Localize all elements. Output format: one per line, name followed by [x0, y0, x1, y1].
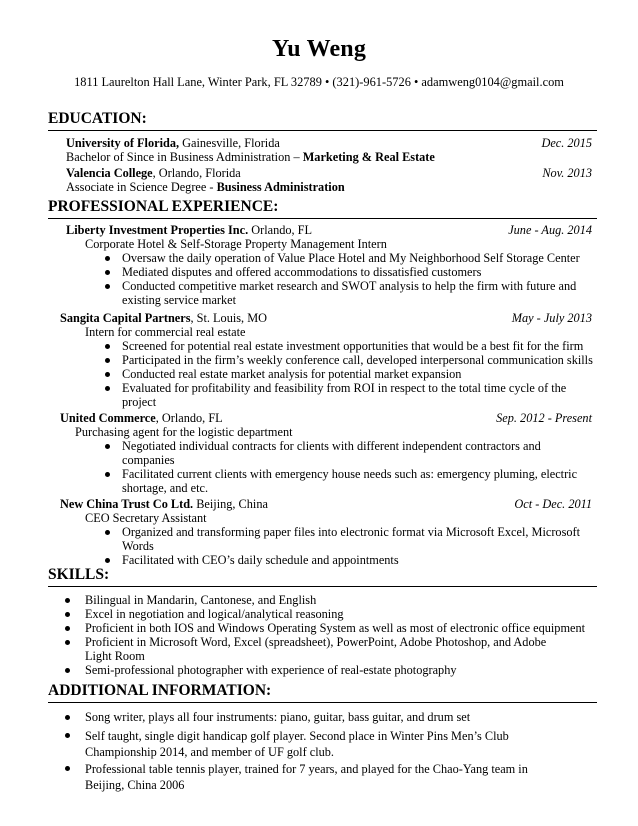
bullet-dot-icon: [65, 766, 70, 771]
bullet-dot-icon: [65, 733, 70, 738]
job-date: Oct - Dec. 2011: [514, 497, 592, 511]
additional-divider: [48, 702, 597, 703]
additional-item: Song writer, plays all four instruments: piano, guitar, bass guitar, and drum set: [85, 710, 471, 724]
job-bullet: Facilitated current clients with emergency house needs such as: emergency pluming, electric shortage, and etc.: [122, 467, 578, 495]
skill-item: Excel in negotiation and logical/analytical reasoning: [85, 607, 344, 621]
job-company: Liberty Investment Properties Inc. Orlando, FL: [66, 223, 313, 237]
job-date: May - July 2013: [511, 311, 592, 325]
skill-item: Bilingual in Mandarin, Cantonese, and English: [85, 593, 317, 607]
job-bullet: Facilitated with CEO’s daily schedule and appointments: [122, 553, 399, 567]
skills-heading: SKILLS:: [48, 566, 110, 583]
bullet-dot-icon: [105, 386, 110, 391]
education-entry-date: Nov. 2013: [542, 166, 592, 180]
bullet-dot-icon: [65, 598, 70, 603]
job-bullet: Oversaw the daily operation of Value Place Hotel and My Neighborhood Self Storage Center: [122, 251, 580, 265]
bullet-dot-icon: [105, 344, 110, 349]
skills-divider: [48, 586, 597, 587]
job-bullet: Participated in the firm’s weekly conference call, developed interpersonal communication skills: [122, 353, 593, 367]
job-company: New China Trust Co Ltd. Beijing, China: [60, 497, 268, 511]
education-entry-school: Valencia College, Orlando, Florida: [66, 166, 241, 180]
job-role: CEO Secretary Assistant: [85, 511, 207, 525]
job-bullet: Evaluated for profitability and feasibility from ROI in respect to the total time cycle of the project: [122, 381, 567, 409]
bullet-dot-icon: [105, 530, 110, 535]
education-entry-date: Dec. 2015: [541, 136, 592, 150]
bullet-dot-icon: [65, 668, 70, 673]
bullet-dot-icon: [105, 270, 110, 275]
additional-heading: ADDITIONAL INFORMATION:: [48, 682, 272, 699]
job-bullet: Conducted competitive market research and SWOT analysis to help the firm with future and existing service market: [122, 279, 577, 307]
experience-heading: PROFESSIONAL EXPERIENCE:: [48, 198, 279, 215]
job-role: Purchasing agent for the logistic department: [75, 425, 293, 439]
education-entry-degree: Associate in Science Degree - Business Administration: [66, 180, 345, 194]
bullet-dot-icon: [105, 284, 110, 289]
job-bullet: Negotiated individual contracts for clients with different independent contractors and companies: [122, 439, 541, 467]
bullet-dot-icon: [105, 256, 110, 261]
job-bullet: Conducted real estate market analysis for potential market expansion: [122, 367, 462, 381]
bullet-dot-icon: [105, 472, 110, 477]
bullet-dot-icon: [65, 612, 70, 617]
job-date: Sep. 2012 - Present: [496, 411, 592, 425]
skill-item: Proficient in Microsoft Word, Excel (spreadsheet), PowerPoint, Adobe Photoshop, and Adobe Light Room: [85, 635, 547, 663]
job-role: Corporate Hotel & Self-Storage Property Management Intern: [85, 237, 387, 251]
bullet-dot-icon: [105, 358, 110, 363]
education-entry-school: University of Florida, Gainesville, Florida: [66, 136, 280, 150]
bullet-dot-icon: [65, 715, 70, 720]
experience-divider: [48, 218, 597, 219]
contact-line: 1811 Laurelton Hall Lane, Winter Park, FL 32789 • (321)-961-5726 • adamweng0104@gmail.com: [74, 75, 564, 89]
bullet-dot-icon: [105, 558, 110, 563]
job-bullet: Screened for potential real estate investment opportunities that would be a best fit for the firm: [122, 339, 584, 353]
education-divider: [48, 130, 597, 131]
job-bullet: Organized and transforming paper files into electronic format via Microsoft Excel, Microsoft Words: [122, 525, 581, 553]
additional-item: Self taught, single digit handicap golf player. Second place in Winter Pins Men’s Club Championship 2014, and member of UF golf club.: [85, 729, 509, 759]
bullet-dot-icon: [105, 372, 110, 377]
job-bullet: Mediated disputes and offered accommodations to dissatisfied customers: [122, 265, 482, 279]
candidate-name: Yu Weng: [271, 36, 367, 62]
bullet-dot-icon: [65, 640, 70, 645]
education-heading: EDUCATION:: [48, 110, 147, 127]
bullet-dot-icon: [65, 626, 70, 631]
job-role: Intern for commercial real estate: [85, 325, 246, 339]
job-company: Sangita Capital Partners, St. Louis, MO: [60, 311, 268, 325]
bullet-dot-icon: [105, 444, 110, 449]
skill-item: Proficient in both IOS and Windows Operating System as well as most of electronic office equipment: [85, 621, 586, 635]
additional-item: Professional table tennis player, trained for 7 years, and played for the Chao-Yang team in Beijing, China 2006: [85, 762, 528, 792]
education-entry-degree: Bachelor of Since in Business Administration – Marketing & Real Estate: [66, 150, 435, 164]
job-company: United Commerce, Orlando, FL: [60, 411, 223, 425]
job-date: June - Aug. 2014: [508, 223, 592, 237]
skill-item: Semi-professional photographer with experience of real-estate photography: [85, 663, 457, 677]
